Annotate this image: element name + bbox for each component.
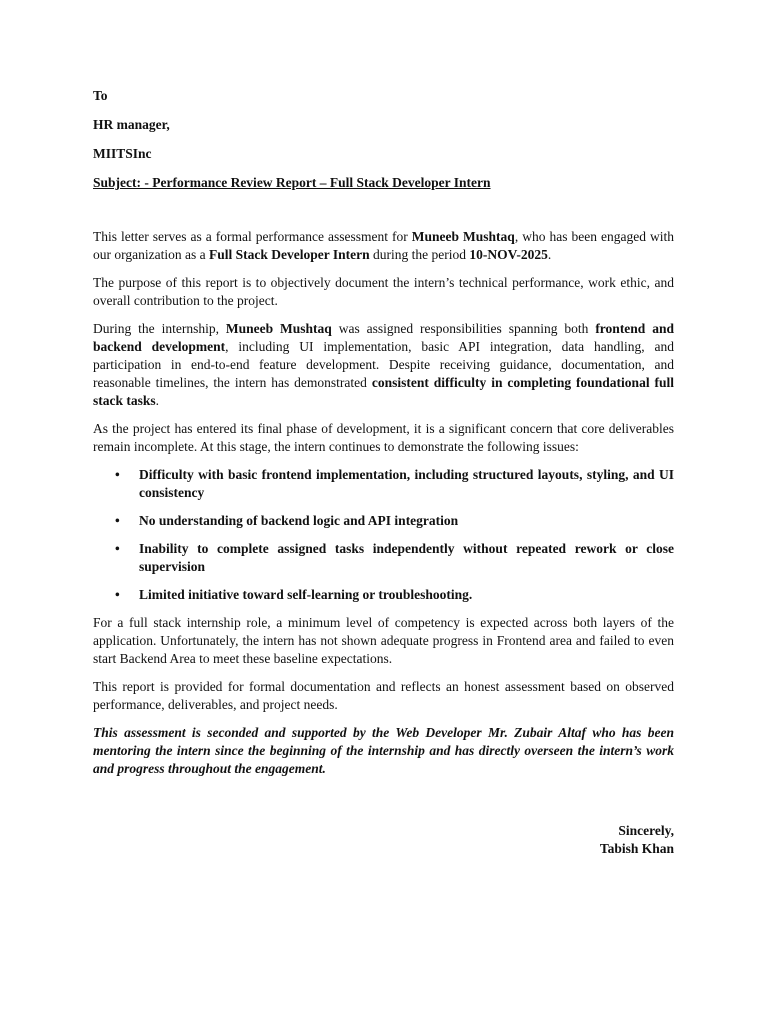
text: . [547, 247, 552, 262]
list-item [93, 540, 674, 576]
intern-name: Muneeb Mushtaq [225, 321, 332, 336]
paragraph-responsibilities [93, 320, 674, 410]
intern-name: Muneeb Mushtaq [411, 229, 515, 244]
paragraph-intro [93, 228, 674, 264]
paragraph-purpose: The purpose of this report is to objectively document the intern’s technical performance, work ethic, and overall contribution to the project. [93, 275, 674, 308]
text: During the internship, [93, 321, 226, 336]
to-line: To [93, 88, 108, 103]
letter-body [93, 87, 674, 858]
role-title: Full Stack Developer Intern [208, 247, 370, 262]
text: during the period [369, 247, 470, 262]
paragraph-documentation: This report is provided for formal documentation and reflects an honest assessment based on observed performance, deliverables, and project needs. [93, 679, 674, 712]
issue-text: Difficulty with basic frontend implementation, including structured layouts, styling, and UI consistency [139, 467, 674, 500]
issue-text: No understanding of backend logic and API integration [139, 513, 459, 528]
bullet-icon: • [115, 467, 120, 482]
signature-block [93, 822, 674, 858]
issues-list [93, 466, 674, 604]
text: was assigned responsibilities spanning both [331, 321, 596, 336]
paragraph-expectations: For a full stack internship role, a minimum level of competency is expected across both layers of the application. Unfortunately, the intern has not shown adequate progress in Frontend area and failed to even start Backend Area to meet these baseline expectations. [93, 615, 674, 666]
text: This letter serves as a formal performance assessment for [93, 229, 412, 244]
bullet-icon: • [115, 587, 120, 602]
list-item [93, 586, 674, 604]
text: . [155, 393, 160, 408]
text: , including UI implementation, basic API integration, data handling, and participation in end-to-end feature development. Despite receiving guidance, documentation, and reasonable timelines, the intern has demonstrated [93, 339, 674, 390]
period-date: 10-NOV-2025 [469, 247, 548, 262]
issue-text: Inability to complete assigned tasks independently without repeated rework or close supervision [139, 541, 674, 574]
text: , who has been engaged with our organization as a [93, 229, 674, 262]
list-item [93, 512, 674, 530]
subject-line: Subject: - Performance Review Report – Full Stack Developer Intern [93, 175, 491, 190]
paragraph-endorsement: This assessment is seconded and supported by the Web Developer Mr. Zubair Altaf who has been mentoring the intern since the beginning of the internship and has directly overseen the intern’s work and progress throughout the engagement. [93, 725, 674, 776]
recipient-line: HR manager, [93, 117, 170, 132]
paragraph-concern: As the project has entered its final phase of development, it is a significant concern that core deliverables remain incomplete. At this stage, the intern continues to demonstrate the following issues: [93, 421, 674, 454]
issue-text: Limited initiative toward self-learning or troubleshooting. [139, 587, 473, 602]
company-line: MIITSInc [93, 146, 152, 161]
signer-name: Tabish Khan [599, 841, 674, 856]
closing-salutation: Sincerely, [618, 823, 674, 838]
scope-text: frontend and backend development [93, 321, 675, 354]
bullet-icon: • [115, 513, 120, 528]
finding-text: consistent difficulty in completing foundational full stack tasks [93, 375, 674, 408]
bullet-icon: • [115, 541, 120, 556]
list-item [93, 466, 674, 502]
